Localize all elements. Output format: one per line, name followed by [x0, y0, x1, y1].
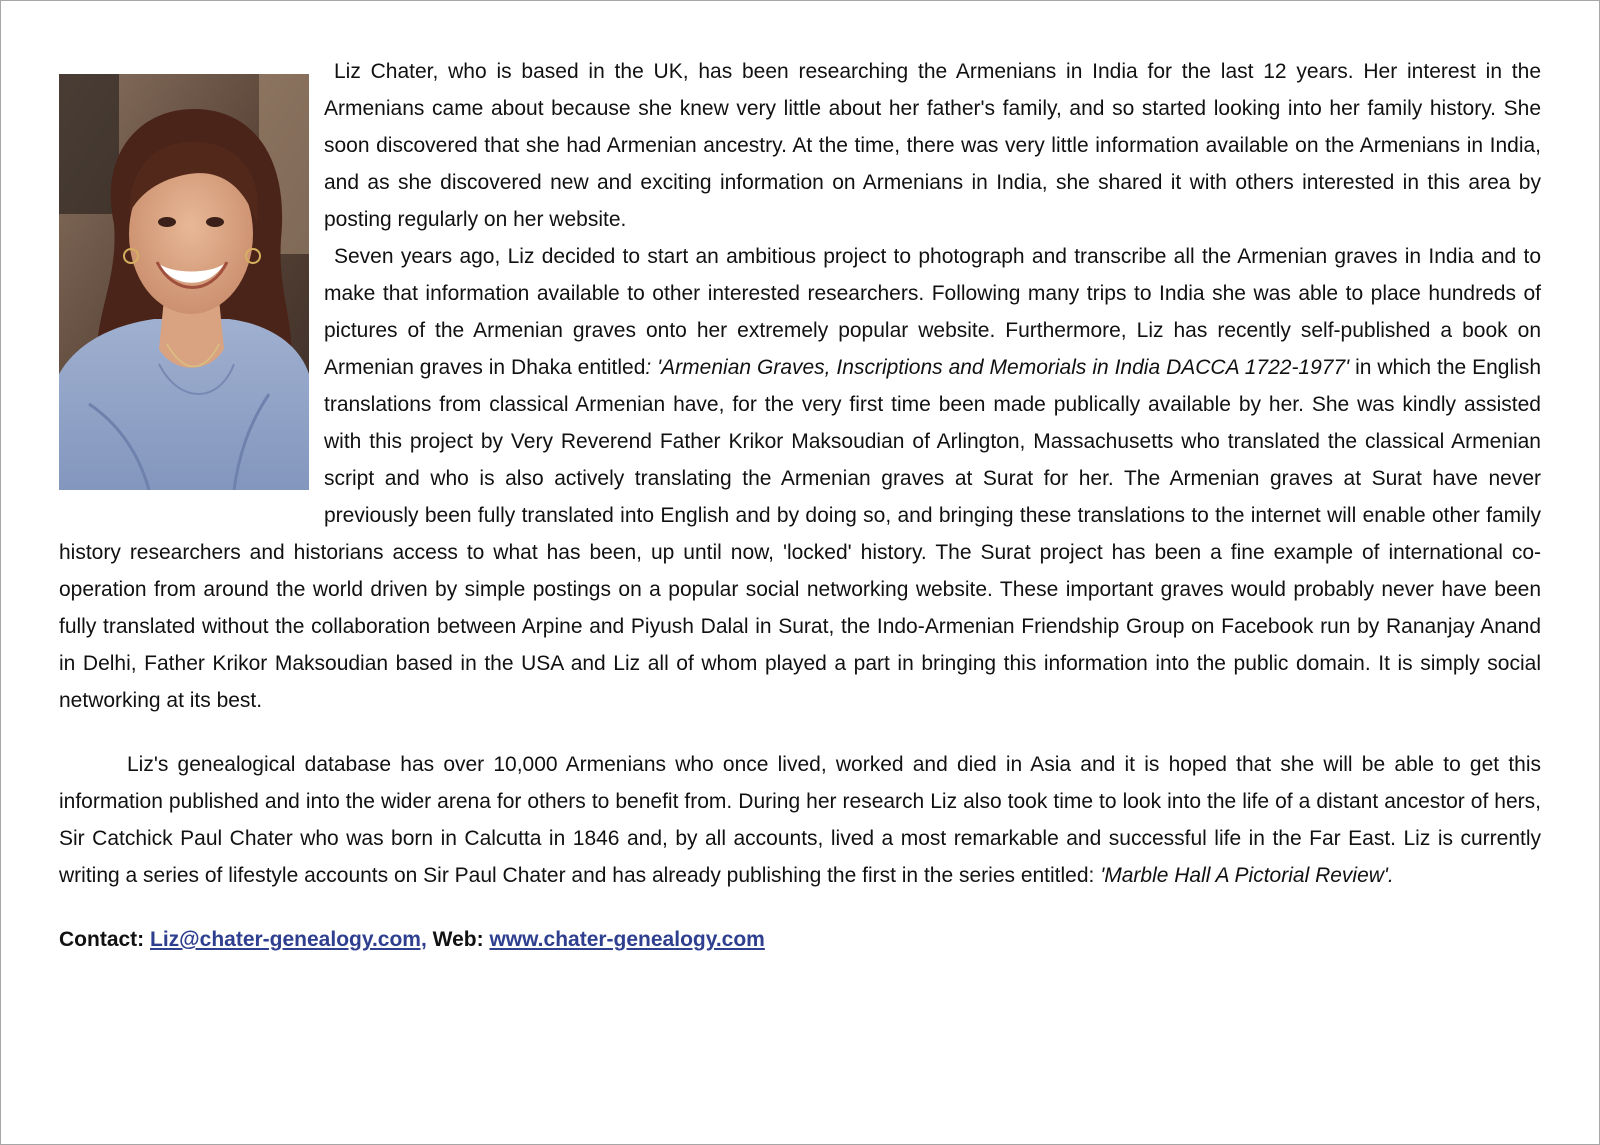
paragraph-database-text: Liz's genealogical database has over 10,000 Armenians who once lived, worked and died in Asia and it is hoped that she will be able to get this information published and into the wider arena for others to benefit from. During her research Liz also took time to look into the life of a distant ancestor of hers, Sir Catchick Paul Chater who was born in Calcutta in 1846 and, by all accounts, lived a most remarkable and successful life in the Far East. Liz is currently writing a series of lifestyle accounts on Sir Paul Chater and has already publishing the first in the series entitled: [59, 753, 1541, 887]
contact-line [59, 921, 1541, 958]
web-label: Web: [426, 928, 490, 951]
book-title-marble-hall: 'Marble Hall A Pictorial Review'. [1100, 864, 1394, 887]
paragraph-intro-text: Liz Chater, who is based in the UK, has been researching the Armenians in India for the last 12 years. Her interest in the Armenians came about because she knew very little about her father's family, and so started looking into her family history. She soon discovered that she had Armenian ancestry. At the time, there was very little information available on the Armenians in India, and as she discovered new and exciting information on Armenians in India, she shared it with others interested in this area by posting regularly on her website. [324, 60, 1541, 231]
email-link[interactable]: Liz@chater-genealogy.com, [150, 928, 427, 951]
portrait-photo [59, 74, 309, 490]
website-link[interactable]: www.chater-genealogy.com [489, 928, 765, 951]
paragraph-database [59, 746, 1541, 894]
paragraph-graves-text-after: in which the English translations from classical Armenian have, for the very first time been made publically available by her. She was kindly assisted with this project by Very Reverend Father Krikor Maksoudian of Arlington, Massachusetts who translated the classical Armenian script and who is also actively translating the Armenian graves at Surat for her. The Armenian graves at Surat have never previously been fully translated into English and by doing so, and bringing these translations to the internet will enable other family history researchers and historians access to what has been, up until now, 'locked' history. The Surat project has been a fine example of international co-operation from around the world driven by simple postings on a popular social networking website. These important graves would probably never have been fully translated without the collaboration between Arpine and Piyush Dalal in Surat, the Indo-Armenian Friendship Group on Facebook run by Rananjay Anand in Delhi, Father Krikor Maksoudian based in the USA and Liz all of whom played a part in bringing this information into the public domain. It is simply social networking at its best. [59, 356, 1541, 712]
article-body [59, 53, 1541, 958]
paragraph-graves-text-before: Seven years ago, Liz decided to start an ambitious project to photograph and transcribe all the Armenian graves in India and to make that information available to other interested researchers. Following many trips to India she was able to place hundreds of pictures of the Armenian graves onto her extremely popular website. Furthermore, Liz has recently self-published a book on Armenian graves in Dhaka entitled [324, 245, 1541, 379]
portrait-photo-icon [59, 74, 309, 490]
book-title-dacca: : 'Armenian Graves, Inscriptions and Memorials in India DACCA 1722-1977' [645, 356, 1350, 379]
contact-label: Contact: [59, 928, 150, 951]
